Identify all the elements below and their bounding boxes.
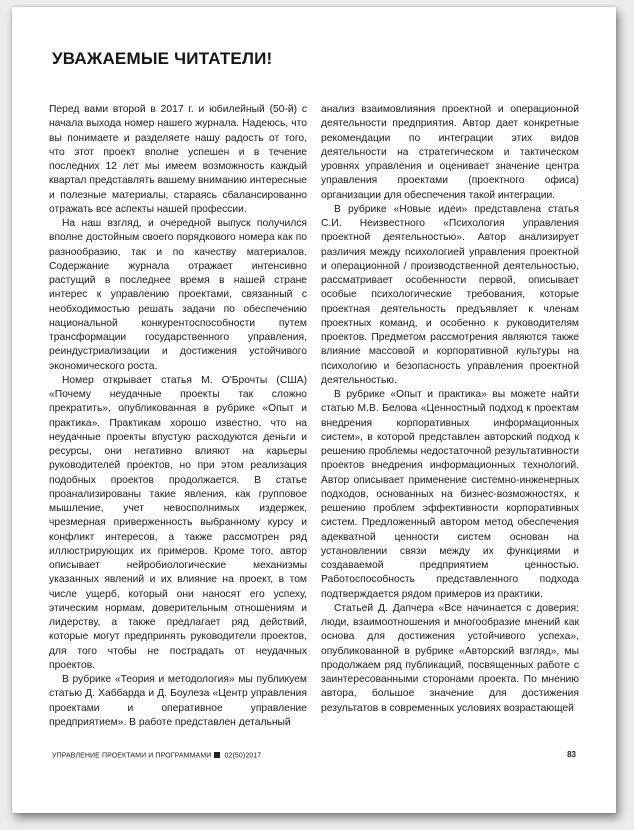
paragraph: Статьей Д. Дапчера «Все начинается с доверия: люди, взаимоотношения и многообразие мнений как основа для достижения устойчивого успеха», опубликованной в рубрике «Авторский взгляд», мы продолжаем ряд публикаций, посвященных работе с заинтересованными сторонами проекта. По мнению автора, большое значение для достижения результатов в современных условиях возрастающей	[321, 602, 579, 714]
paragraph: анализ взаимовлияния проектной и операционной деятельности предприятия. Автор дает конкретные рекомендации по интеграции этих видов деятельности на стратегическом и тактическом уровнях управления и оценивает значение центра управления проектами (проектного офиса) организации для обеспечения такой интеграции.	[321, 104, 579, 201]
paragraph: Номер открывает статья М. О'Брочты (США) «Почему неудачные проекты так сложно прекратить», опубликованная в рубрике «Опыт и практика». Практикам хорошо известно, что на неудачные проекты впустую расходуются деньги и ресурсы, они негативно влияют на карьеры руководителей проектов, но при этом реализация подобных проектов продолжается. В статье проанализированы такие явления, как групповое мышление, учет невосполнимых издержек, чрезмерная приверженность выбранному курсу и конфликт интересов, а также рассмотрен ряд иллюстрирующих их примеров. Кроме того, автор описывает нейробиологические механизмы указанных явлений и их влияние на проект, в том числе ущерб, который они наносят его успеху, этическим нормам, доверительным отношениям и лидерству, а также предлагает ряд действий, которые могут предпринять руководители проектов, для того чтобы не пострадать от неудачных проектов.	[49, 374, 307, 671]
paragraph: В рубрике «Новые идеи» представлена статья С.И. Неизвестного «Психология управления проектной деятельностью». Автор анализирует различия между психологией управления проектной и операционной / производственной деятельностью, рассматривает особенности первой, описывает особые психологические требования, которые проектная деятельность предъявляет к членам проектных команд, и особенно к руководителям проектов. Предметом рассмотрения являются также влияние массовой и корпоративной культуры на психологию и безопасность управления проектной деятельностью.	[321, 203, 579, 386]
issue-number: 02(50)2017	[224, 752, 262, 760]
paragraph: На наш взгляд, и очередной выпуск получился вполне достойным своего порядкового номера как по разнообразию, так и по качеству материалов. Содержание журнала отражает интенсивно растущий в последнее время в нашей стране интерес к управлению проектами, связанный с необходимостью решать задачи по обеспечению национальной конкурентоспособности путем трансформации государственного управления, реиндустриализации и достижения устойчивого экономического роста.	[49, 218, 307, 372]
page-number: 83	[567, 750, 576, 759]
running-footer	[52, 752, 261, 760]
article-title: УВАЖАЕМЫЕ ЧИТАТЕЛИ!	[52, 49, 273, 68]
paragraph: В рубрике «Теория и методология» мы публикуем статью Д. Хаббарда и Д. Боулеза «Центр управления проектами и оперативное управление предприятием». В работе представлен детальный	[49, 674, 307, 728]
paragraph: В рубрике «Опыт и практика» вы можете найти статью М.В. Белова «Ценностный подход к проектам внедрения корпоративных информационных систем», в которой представлен авторский подход к решению проблемы недостаточной результативности проектов внедрения информационных технологий. Автор описывает применение системно-инженерных подходов, основанных на бизнес-возможностях, к решению проблем эффективности корпоративных систем. Предложенный автором метод обеспечения адекватной ценности систем основан на установлении связи между их функциями и создаваемой предприятием ценностью. Работоспособность представленного подхода подтверждается рядом примеров из практики.	[321, 389, 579, 600]
magazine-page	[12, 7, 616, 813]
left-column	[49, 103, 307, 730]
separator-square-icon	[214, 752, 220, 758]
paragraph: Перед вами второй в 2017 г. и юбилейный (50-й) с начала выхода номер нашего журнала. Надеюсь, что вы понимаете и разделяете нашу радость от того, что этот проект вполне успешен и в течение последних 12 лет мы имеем возможность каждый квартал представлять вашему вниманию интересные и полезные материалы, стараясь сбалансированно отражать все аспекты нашей профессии.	[49, 104, 307, 215]
right-column	[321, 103, 579, 716]
journal-name: УПРАВЛЕНИЕ ПРОЕКТАМИ И ПРОГРАММАМИ	[52, 752, 212, 760]
